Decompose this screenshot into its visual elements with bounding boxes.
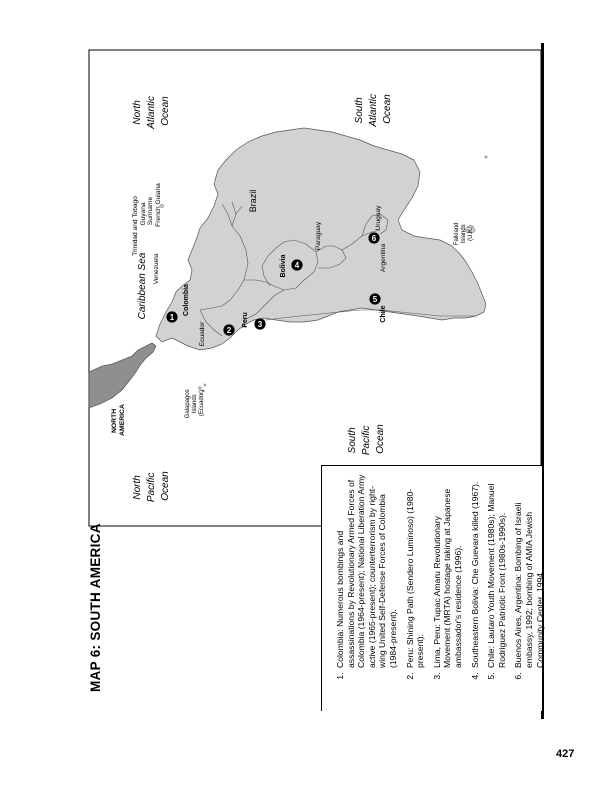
south-pacific-label: South Pacific Ocean	[347, 424, 386, 456]
guyana-label: Guyana	[140, 202, 147, 226]
north-america-label: NORTH AMERICA	[111, 404, 126, 436]
caribbean-sea-label: Caribbean Sea	[137, 252, 148, 320]
legend	[335, 474, 545, 684]
marker-4-number: 4	[294, 261, 300, 270]
page-title: MAP 6: SOUTH AMERICA	[88, 523, 103, 692]
small-island-dot	[485, 156, 487, 158]
legend-list	[335, 474, 545, 684]
trinidad-label: Trinidad and Tobago	[132, 196, 139, 256]
marker-1-number: 1	[169, 313, 175, 322]
brazil-label: Brazil	[248, 189, 258, 213]
chile-label: Chile	[380, 305, 387, 323]
marker-5	[369, 293, 380, 304]
marker-2-number: 2	[226, 326, 232, 335]
colombia-label: Colombia	[183, 284, 190, 316]
marker-1	[166, 311, 177, 322]
legend-item-4: 4. Southeastern Bolivia: Che Guevara killed (1967).	[470, 474, 481, 670]
north-america-landmass	[89, 343, 156, 408]
marker-3-number: 3	[257, 320, 263, 329]
suriname-label: Suriname	[147, 196, 154, 226]
legend-item-1: 1. Colombia: Numerous bombings and assassinations by Revolutionary Armed Forces of Colombia (1964-present); National Liberation Army active (1965-present); counterterrorism by right-wing United Self-Defense Forces of Colombia (1984-present).	[335, 474, 399, 670]
marker-2	[223, 324, 234, 335]
paraguay-label: Paraguay	[315, 221, 322, 251]
uruguay-label: Uruguay	[375, 205, 382, 231]
marker-6-number: 6	[371, 234, 377, 243]
argentina-label: Argentina	[380, 243, 387, 273]
bolivia-label: Bolivia	[280, 254, 287, 278]
marker-4	[291, 259, 302, 270]
falkland-label: Falkland Islands (U.K.)	[454, 222, 474, 246]
legend-item-2: 2. Peru: Shining Path (Sendero Luminoso) (1980-present).	[405, 474, 426, 670]
south-atlantic-label: South Atlantic Ocean	[354, 93, 393, 127]
galapagos-dot-1	[199, 387, 202, 390]
galapagos-label: Galapagos Islands (Ecuador)	[185, 389, 205, 419]
marker-3	[254, 318, 265, 329]
legend-item-3: 3. Lima, Peru: Tupac Amaru Revolutionary Movement (MRTA) hostage taking at Japanese ambassador's residence (1996).	[432, 474, 464, 670]
legend-item-6: 6. Buenos Aires, Argentina: Bombing of Israeli embassy, 1992; bombing of AMIA Jewish Community Center, 1994.	[513, 474, 545, 670]
page-number: 427	[556, 748, 575, 760]
marker-6	[368, 232, 379, 243]
north-atlantic-label: North Atlantic Ocean	[132, 95, 171, 129]
marker-5-number: 5	[372, 295, 378, 304]
galapagos-dot-2	[204, 384, 206, 386]
peru-label: Peru	[242, 312, 249, 328]
ecuador-label: Ecuador	[199, 321, 206, 347]
legend-item-5: 5. Chile: Lautaro Youth Movement (1980s); Manuel Rodriguez Patriotic Front (1980s-1990s).	[486, 474, 507, 670]
venezuela-label: Venezuela	[153, 253, 160, 285]
north-pacific-label: North Pacific Ocean	[132, 471, 171, 503]
french-guiana-label: French Guiana	[155, 183, 162, 227]
